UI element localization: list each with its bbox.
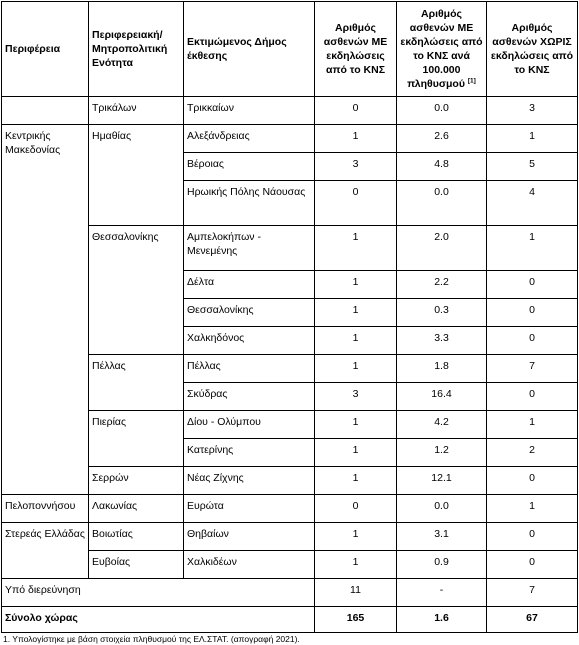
table-row: [2, 551, 578, 579]
header-unit: Περιφερειακή/ Μητροπολιτική Ενότητα: [89, 2, 184, 97]
unit-cell: Θεσσαλονίκης: [89, 226, 184, 355]
rate-cell: 3.1: [397, 523, 487, 551]
rate-cell: 1.8: [397, 355, 487, 383]
municipality-cell: Θηβαίων: [184, 523, 315, 551]
municipality-cell: Ευρώτα: [184, 495, 315, 523]
unit-cell: Σερρών: [89, 467, 184, 495]
cases-without-cell: 1: [487, 226, 578, 271]
cases-with-cell: 0: [315, 181, 397, 226]
rate-cell: 0.0: [397, 97, 487, 125]
rate-cell: 2.2: [397, 271, 487, 299]
unit-cell: Τρικάλων: [89, 97, 184, 125]
table-row: [2, 411, 578, 439]
cases-without-cell: 0: [487, 299, 578, 327]
cases-table: [1, 1, 578, 633]
rate-cell: 1.2: [397, 439, 487, 467]
municipality-cell: Χαλκηδόνος: [184, 327, 315, 355]
rate-cell: 2.0: [397, 226, 487, 271]
municipality-cell: Νέας Ζίχνης: [184, 467, 315, 495]
rate-cell: 0.0: [397, 495, 487, 523]
cases-without-cell: 1: [487, 411, 578, 439]
cases-with-cell: 1: [315, 411, 397, 439]
cases-with-cell: 1: [315, 271, 397, 299]
unit-cell: Βοιωτίας: [89, 523, 184, 551]
cases-with-cell: 3: [315, 153, 397, 181]
municipality-cell: Βέροιας: [184, 153, 315, 181]
footnote-ref: [1]: [467, 77, 476, 85]
rate-cell: 2.6: [397, 125, 487, 153]
table-row: [2, 495, 578, 523]
cases-without-cell: 3: [487, 97, 578, 125]
header-rate-with-text: Αριθμός ασθενών ΜΕ εκδηλώσεις από το ΚΝΣ ανά 100.000 πληθυσμού: [400, 8, 483, 90]
rate-cell: 0.0: [397, 181, 487, 226]
rate-cell: 0.3: [397, 299, 487, 327]
table-row: [2, 355, 578, 383]
cases-with-cell: 3: [315, 383, 397, 411]
cases-with-cell: 1: [315, 439, 397, 467]
footnote: 1. Υπολογίστηκε με βάση στοιχεία πληθυσμού της ΕΛ.ΣΤΑΤ. (απογραφή 2021).: [3, 634, 300, 644]
cases-with-cell: 1: [315, 523, 397, 551]
cases-without-cell: 1: [487, 495, 578, 523]
cases-with-cell: 1: [315, 355, 397, 383]
rate-cell: -: [397, 579, 487, 607]
region-cell: [2, 97, 89, 125]
unit-cell: Πιερίας: [89, 411, 184, 467]
unit-cell: Ευβοίας: [89, 551, 184, 579]
header-cases-without: Αριθμός ασθενών ΧΩΡΙΣ εκδηλώσεις από το ΚΝΣ: [487, 2, 578, 97]
cases-without-cell: 0: [487, 383, 578, 411]
municipality-cell: Ηρωικής Πόλης Νάουσας: [184, 181, 315, 226]
table-row: [2, 125, 578, 153]
total-row: [2, 607, 578, 633]
header-cases-with: Αριθμός ασθενών ΜΕ εκδηλώσεις από το ΚΝΣ: [315, 2, 397, 97]
municipality-cell: Χαλκιδέων: [184, 551, 315, 579]
region-cell: Στερεάς Ελλάδας: [2, 523, 89, 579]
municipality-cell: Αλεξάνδρειας: [184, 125, 315, 153]
municipality-cell: Σκύδρας: [184, 383, 315, 411]
cases-with-cell: 1: [315, 299, 397, 327]
cases-with-cell: 1: [315, 551, 397, 579]
cases-without-cell: 0: [487, 467, 578, 495]
unit-cell: Λακωνίας: [89, 495, 184, 523]
rate-cell: 4.8: [397, 153, 487, 181]
under-investigation-label: Υπό διερεύνηση: [2, 579, 315, 607]
municipality-cell: Θεσσαλονίκης: [184, 299, 315, 327]
cases-without-cell: 0: [487, 523, 578, 551]
header-region: Περιφέρεια: [2, 2, 89, 97]
table-row: [2, 226, 578, 271]
header-municipality: Εκτιμώμενος Δήμος έκθεσης: [184, 2, 315, 97]
total-cases-without: 67: [487, 607, 578, 633]
cases-without-cell: 0: [487, 271, 578, 299]
header-rate-with: [397, 2, 487, 97]
unit-cell: Ημαθίας: [89, 125, 184, 226]
cases-without-cell: 4: [487, 181, 578, 226]
total-rate: 1.6: [397, 607, 487, 633]
table-row: [2, 523, 578, 551]
table-row: [2, 97, 578, 125]
cases-without-cell: 0: [487, 551, 578, 579]
total-label: Σύνολο χώρας: [2, 607, 315, 633]
region-cell: Πελοποννήσου: [2, 495, 89, 523]
unit-cell: Πέλλας: [89, 355, 184, 411]
cases-without-cell: 7: [487, 579, 578, 607]
cases-with-cell: 11: [315, 579, 397, 607]
rate-cell: 0.9: [397, 551, 487, 579]
municipality-cell: Τρικκαίων: [184, 97, 315, 125]
cases-with-cell: 1: [315, 327, 397, 355]
rate-cell: 3.3: [397, 327, 487, 355]
municipality-cell: Δέλτα: [184, 271, 315, 299]
cases-with-cell: 1: [315, 467, 397, 495]
cases-without-cell: 0: [487, 327, 578, 355]
municipality-cell: Κατερίνης: [184, 439, 315, 467]
total-cases-with: 165: [315, 607, 397, 633]
cases-with-cell: 0: [315, 495, 397, 523]
cases-without-cell: 7: [487, 355, 578, 383]
rate-cell: 4.2: [397, 411, 487, 439]
region-cell: Κεντρικής Μακεδονίας: [2, 125, 89, 495]
municipality-cell: Δίου - Ολύμπου: [184, 411, 315, 439]
cases-without-cell: 1: [487, 125, 578, 153]
municipality-cell: Πέλλας: [184, 355, 315, 383]
cases-without-cell: 5: [487, 153, 578, 181]
cases-with-cell: 1: [315, 226, 397, 271]
table-row: [2, 467, 578, 495]
rate-cell: 16.4: [397, 383, 487, 411]
rate-cell: 12.1: [397, 467, 487, 495]
municipality-cell: Αμπελοκήπων - Μενεμένης: [184, 226, 315, 271]
cases-with-cell: 1: [315, 125, 397, 153]
cases-without-cell: 2: [487, 439, 578, 467]
cases-with-cell: 0: [315, 97, 397, 125]
